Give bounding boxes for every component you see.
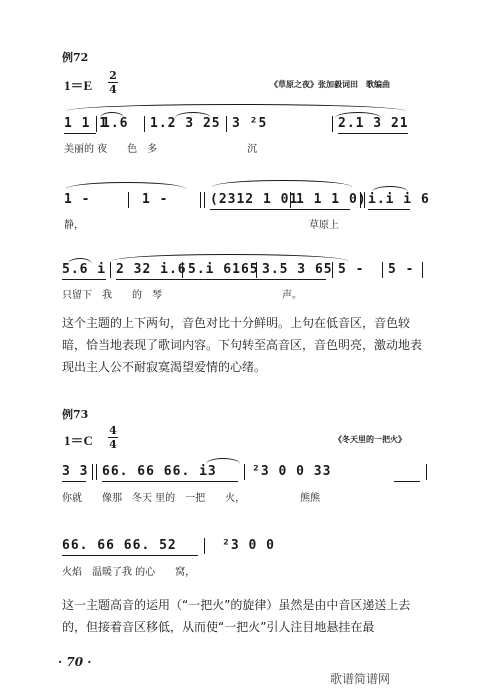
example-72-label: 例72 xyxy=(62,51,89,64)
phrase-slur xyxy=(212,180,352,187)
barline xyxy=(422,262,423,278)
barline xyxy=(96,116,97,132)
time-top: 2 xyxy=(109,69,117,82)
lyrics-row-3: 只留下 我 的 琴 声。 xyxy=(62,290,302,301)
beam-line xyxy=(368,209,410,210)
example-72-time-signature xyxy=(108,70,118,95)
phrase-slur xyxy=(66,182,186,189)
page-number: · 70 · xyxy=(58,655,92,669)
barline xyxy=(256,262,257,278)
time-bottom: 4 xyxy=(109,438,117,451)
double-barline xyxy=(360,192,365,208)
beam-line xyxy=(102,481,238,482)
barline xyxy=(290,192,291,208)
barline xyxy=(226,116,227,132)
example-73-label: 例73 xyxy=(62,408,89,421)
notes-m16: 5 - xyxy=(388,262,415,277)
notes-m15: 5 - xyxy=(338,262,365,277)
double-barline xyxy=(92,464,97,480)
barline xyxy=(110,262,111,278)
notes-m1: 1 1 1 xyxy=(64,116,109,131)
lyrics-73-row-1: 你就 像那 冬天 里的 一把 火， 熊熊 xyxy=(62,493,321,504)
commentary-paragraph-2: 这一主题高音的运用（“一把火”的旋律）虽然是由中音区递送上去的，但接着音区移低，从而使“一把火”引人注目地悬挂在最 xyxy=(62,598,411,634)
double-barline xyxy=(200,192,205,208)
lyrics-73-row-2: 火焰 温暖了我 的心 窝， xyxy=(62,567,196,578)
barline xyxy=(426,464,427,480)
barline xyxy=(128,192,129,208)
notes-m3: 1.2 3 25 xyxy=(150,116,221,131)
phrase-slur xyxy=(66,104,406,111)
barline xyxy=(332,262,333,278)
beam-line xyxy=(210,209,350,210)
beam-line xyxy=(62,481,86,482)
lyrics-row-2: 静， 草原上 xyxy=(64,220,339,231)
beam-line xyxy=(62,555,198,556)
notes-73-m5: ²3 0 0 xyxy=(222,538,275,553)
example-73-time-signature xyxy=(108,425,118,450)
example-73-key: 1＝C xyxy=(64,433,93,448)
notes-m5: 2.1 3 21 xyxy=(338,116,409,131)
lyrics-row-1: 美丽的 夜 色 多 沉 xyxy=(64,144,258,155)
notes-m7: 1 - xyxy=(142,192,169,207)
notes-m9: 1 1 1 0) xyxy=(296,192,367,207)
notes-m10: i.i i 6 xyxy=(368,192,430,207)
example-73-source: 《冬天里的一把火》 xyxy=(334,434,406,444)
example-72-source: 《草原之夜》张加毅词田 歌编曲 xyxy=(270,79,390,89)
beam-line xyxy=(338,133,408,134)
notes-m14: 3.5 3 65 xyxy=(262,262,333,277)
notes-73-m1: 3 3 xyxy=(62,464,89,479)
notes-m6: 1 - xyxy=(64,192,91,207)
notes-m12: 2 32 i.6 xyxy=(116,262,187,277)
beam-line xyxy=(394,481,420,482)
barline xyxy=(144,116,145,132)
barline xyxy=(332,116,333,132)
notes-73-m4: 66. 66 66. 52 xyxy=(62,538,177,553)
notes-m13: 5.i 6165 xyxy=(188,262,259,277)
beam-line xyxy=(64,133,96,134)
notes-m4: 3 ²5 xyxy=(232,116,268,131)
barline xyxy=(244,464,245,480)
commentary-paragraph-1: 这个主题的上下两句，音色对比十分鲜明。上句在低音区，音色较暗，恰当地表现了歌词内容。下句转至高音区，音色明亮，激动地表现出主人公不耐寂寞渴望爱情的心绪。 xyxy=(62,316,423,374)
notes-m8: (2312 1 01 xyxy=(210,192,299,207)
notes-m11: 5.6 i xyxy=(62,262,107,277)
notes-73-m2: 66. 66 66. i3 xyxy=(102,464,217,479)
beam-line xyxy=(116,279,326,280)
watermark-text: 歌谱简谱网 xyxy=(330,672,391,686)
beam-line xyxy=(62,279,106,280)
notes-73-m3: ²3 0 0 33 xyxy=(252,464,332,479)
barline xyxy=(182,262,183,278)
barline xyxy=(204,538,205,554)
phrase-slur xyxy=(112,254,348,261)
example-72-key: 1＝E xyxy=(64,78,93,93)
time-top: 4 xyxy=(109,424,117,437)
time-bottom: 4 xyxy=(109,83,117,96)
barline xyxy=(382,262,383,278)
notes-m2: 1.6 xyxy=(102,116,129,131)
